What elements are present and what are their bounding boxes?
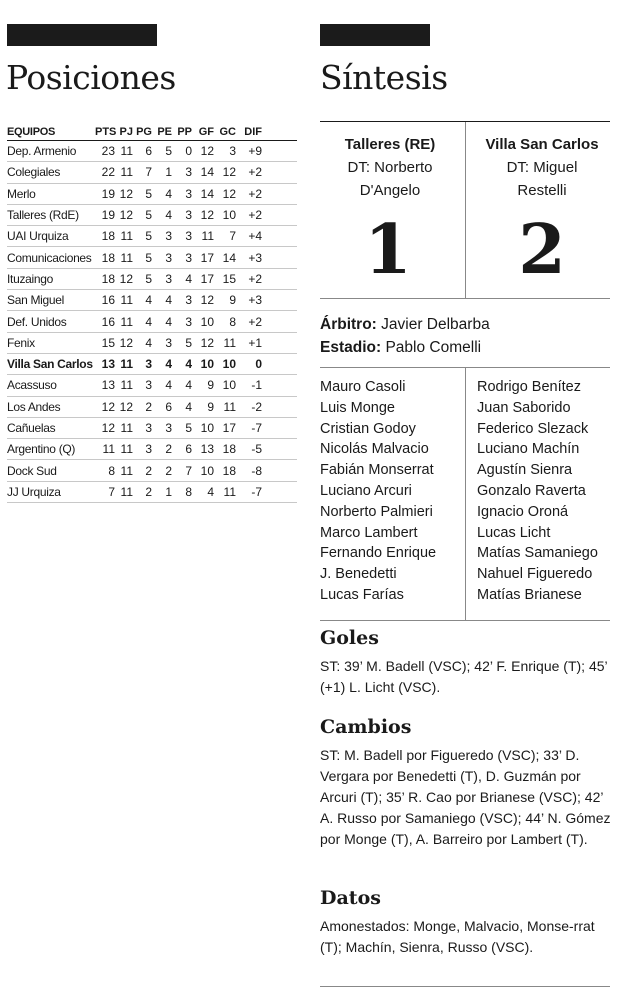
cell-team: Merlo [7, 186, 36, 201]
cell-pj: 11 [120, 378, 133, 393]
cell-pg: 3 [145, 442, 152, 457]
cell-pj: 12 [119, 335, 133, 350]
goals-text: ST: 39’ M. Badell (VSC); 42’ F. Enrique (T); 45’ (+1) L. Licht (VSC). [320, 658, 608, 695]
cell-team: Ituzaingo [7, 271, 54, 286]
cell-pe: 2 [165, 463, 172, 478]
cell-gf: 9 [207, 378, 214, 393]
away-player: Juan Saborido [477, 399, 571, 416]
cell-pp: 4 [185, 271, 192, 286]
col-header-dif: DIF [244, 126, 262, 138]
cell-gc: 8 [229, 314, 236, 329]
home-player: Luis Monge [320, 399, 395, 416]
away-player: Matías Samaniego [477, 545, 598, 562]
cell-pp: 3 [185, 186, 192, 201]
away-player: Lucas Licht [477, 524, 551, 541]
cell-pp: 7 [185, 463, 192, 478]
section-bar-synthesis [320, 24, 430, 46]
cell-pg: 4 [145, 314, 152, 329]
cell-dif: +2 [248, 271, 262, 286]
cell-gf: 12 [200, 144, 214, 159]
cell-pg: 6 [145, 144, 152, 159]
cell-pe: 2 [165, 442, 172, 457]
cell-pp: 6 [185, 442, 192, 457]
cell-gf: 12 [200, 293, 214, 308]
cell-team: Fenix [7, 335, 35, 350]
home-player: Norberto Palmieri [320, 503, 433, 520]
cell-dif: -5 [251, 442, 262, 457]
cell-team: Villa San Carlos [7, 357, 93, 372]
cell-dif: -2 [251, 399, 262, 414]
cell-dif: +9 [248, 144, 262, 159]
cell-pe: 3 [165, 271, 172, 286]
cell-gc: 12 [222, 165, 236, 180]
cell-team: Los Andes [7, 399, 61, 414]
cell-gf: 9 [207, 399, 214, 414]
cell-pts: 12 [101, 421, 115, 435]
table-row [7, 460, 297, 481]
away-player: Ignacio Oroná [477, 503, 569, 520]
home-player: Marco Lambert [320, 524, 418, 541]
cell-pe: 1 [165, 165, 172, 180]
cell-pts: 12 [101, 399, 115, 414]
cell-gc: 15 [222, 271, 236, 286]
home-player: Luciano Arcuri [320, 482, 412, 499]
cell-dif: +4 [248, 229, 262, 244]
cell-pj: 11 [120, 442, 133, 457]
officials [320, 313, 610, 359]
cell-pts: 16 [101, 314, 115, 329]
cell-dif: +3 [248, 293, 262, 308]
cell-pp: 5 [185, 335, 192, 350]
away-player: Gonzalo Raverta [477, 482, 586, 499]
table-row [7, 141, 297, 162]
cell-dif: -7 [251, 421, 262, 435]
home-player: Cristian Godoy [320, 420, 416, 437]
cell-team: Colegiales [7, 165, 61, 180]
cell-pe: 3 [165, 250, 172, 265]
cell-pg: 5 [145, 229, 152, 244]
cell-pj: 11 [120, 463, 133, 478]
home-team-block [320, 134, 460, 202]
rule-score-bottom [320, 298, 610, 299]
cell-team: JJ Urquiza [7, 484, 61, 499]
changes-title: Cambios [320, 716, 412, 738]
table-row [7, 184, 297, 205]
away-player: Agustín Sienra [477, 462, 573, 479]
col-header-pp: PP [177, 126, 192, 138]
home-player: Fernando Enrique [320, 545, 437, 562]
cell-pj: 11 [120, 293, 133, 308]
cell-pj: 12 [119, 399, 133, 414]
cell-gc: 11 [223, 484, 236, 499]
table-row [7, 418, 297, 439]
cell-pts: 23 [101, 144, 115, 159]
cell-gf: 10 [200, 314, 214, 329]
home-player: Mauro Casoli [320, 379, 406, 395]
stadium-name: Pablo Comelli [385, 339, 482, 356]
cell-pts: 19 [101, 208, 115, 223]
cell-pj: 12 [119, 186, 133, 201]
cell-pp: 3 [185, 293, 192, 308]
cell-gc: 14 [222, 250, 236, 265]
cell-pj: 11 [120, 484, 133, 499]
cell-pe: 5 [165, 144, 172, 159]
cell-gf: 14 [200, 165, 214, 180]
table-row [7, 205, 297, 226]
data-title: Datos [320, 887, 381, 909]
cell-dif: +2 [248, 208, 262, 223]
cell-team: Acassuso [7, 378, 57, 393]
cell-pts: 13 [101, 357, 115, 372]
section-bar-standings [7, 24, 157, 46]
home-player: Lucas Farías [320, 586, 404, 603]
cell-gf: 10 [200, 463, 214, 478]
standings-rows [7, 141, 297, 503]
away-player: Rodrigo Benítez [477, 379, 581, 395]
away-player: Luciano Machín [477, 441, 580, 458]
cell-pj: 12 [119, 271, 133, 286]
cell-gf: 17 [200, 250, 214, 265]
changes-text: ST: M. Badell por Figueredo (VSC); 33’ D. Vergara por Benedetti (T), D. Guzmán por Arcuri (T); 35’ R. Cao por Brianese (VSC); 42’ A. Russo por Samaniego (VSC); 44’ N. Gómez por Monge (T), A. Barreiro por Lambert (T). [320, 747, 611, 847]
referee-name: Javier Delbarba [381, 316, 490, 333]
cell-pts: 11 [102, 442, 115, 457]
cell-pg: 7 [145, 165, 152, 180]
away-coach-line1: DT: Miguel [506, 159, 578, 176]
table-row [7, 333, 297, 354]
cell-team: Dep. Armenio [7, 144, 77, 159]
cell-pp: 3 [185, 314, 192, 329]
cell-gc: 9 [229, 293, 236, 308]
cell-pg: 5 [145, 208, 152, 223]
away-player: Nahuel Figueredo [477, 566, 593, 583]
cell-gc: 10 [222, 357, 236, 372]
cell-pj: 12 [119, 208, 133, 223]
cell-pts: 13 [101, 378, 115, 393]
cell-gf: 17 [200, 271, 214, 286]
table-row [7, 397, 297, 418]
cell-gf: 13 [200, 442, 214, 457]
cell-team: Def. Unidos [7, 314, 67, 329]
cell-pg: 2 [145, 463, 152, 478]
cell-team: Argentino (Q) [7, 442, 76, 457]
table-row [7, 226, 297, 247]
home-team-name: Talleres (RE) [344, 136, 436, 153]
table-row [7, 375, 297, 396]
cell-dif: -8 [251, 463, 262, 478]
cell-team: UAI Urquiza [7, 229, 69, 244]
cell-pg: 5 [145, 271, 152, 286]
cell-team: Dock Sud [7, 463, 57, 478]
cell-gc: 17 [222, 421, 236, 435]
score-divider [465, 122, 466, 298]
cell-dif: +2 [248, 165, 262, 180]
referee-label: Árbitro: [320, 316, 377, 333]
cell-pts: 7 [108, 484, 115, 499]
cell-team: Comunicaciones [7, 250, 92, 265]
table-row [7, 269, 297, 290]
cell-gf: 12 [200, 335, 214, 350]
cell-pe: 4 [165, 378, 172, 393]
cell-pts: 18 [101, 250, 115, 265]
cell-pe: 3 [165, 229, 172, 244]
referee-line [320, 313, 610, 336]
cell-gf: 10 [200, 357, 214, 372]
cell-gc: 7 [229, 229, 236, 244]
cell-team: San Miguel [7, 293, 65, 308]
col-header-gf: GF [198, 126, 214, 138]
col-header-pe: PE [157, 126, 172, 138]
cell-pg: 4 [145, 335, 152, 350]
cell-team: Cañuelas [7, 421, 56, 435]
cell-dif: +3 [248, 250, 262, 265]
cell-gc: 10 [222, 208, 236, 223]
away-score: 2 [518, 210, 566, 290]
cell-pj: 11 [120, 357, 133, 372]
cell-pp: 3 [185, 165, 192, 180]
cell-pj: 11 [120, 421, 133, 435]
cell-gc: 18 [222, 442, 236, 457]
cell-pe: 4 [165, 293, 172, 308]
rule-lineups-bottom [320, 620, 610, 621]
cell-pp: 5 [185, 421, 192, 435]
standings-table [7, 124, 297, 503]
cell-pts: 18 [101, 229, 115, 244]
cell-pe: 4 [165, 314, 172, 329]
cell-gf: 14 [200, 186, 214, 201]
cell-dif: 0 [255, 357, 262, 372]
cell-pp: 3 [185, 208, 192, 223]
cell-gf: 10 [200, 421, 214, 435]
cell-pe: 1 [165, 484, 172, 499]
cell-gc: 10 [222, 378, 236, 393]
cell-pg: 5 [145, 250, 152, 265]
cell-pts: 18 [101, 271, 115, 286]
table-row [7, 482, 297, 503]
cell-pp: 4 [185, 357, 192, 372]
cell-pp: 4 [185, 399, 192, 414]
cell-pe: 3 [165, 335, 172, 350]
data-text: Amonestados: Monge, Malvacio, Monse-rrat (T); Machín, Sienra, Russo (VSC). [320, 918, 595, 955]
cell-gf: 11 [201, 229, 214, 244]
table-row [7, 290, 297, 311]
standings-header-row [7, 124, 297, 141]
home-lineup [320, 377, 470, 606]
cell-dif: +2 [248, 314, 262, 329]
cell-gc: 11 [223, 399, 236, 414]
table-row [7, 162, 297, 183]
col-header-pts: PTS [95, 126, 117, 138]
col-header-gc: GC [219, 126, 236, 138]
cell-pp: 0 [185, 144, 192, 159]
cell-pj: 11 [120, 229, 133, 244]
col-header-pg: PG [136, 126, 152, 138]
cell-pe: 4 [165, 357, 172, 372]
col-header-team: EQUIPOS [7, 126, 56, 138]
away-team-name: Villa San Carlos [485, 136, 599, 153]
away-player: Federico Slezack [477, 420, 589, 437]
home-coach-line1: DT: Norberto [347, 159, 433, 176]
cell-pp: 3 [185, 229, 192, 244]
cell-gc: 3 [229, 144, 236, 159]
cell-pe: 3 [165, 421, 172, 435]
away-coach-line2: Restelli [517, 182, 567, 199]
away-lineup [477, 377, 627, 606]
cell-gc: 11 [223, 335, 236, 350]
cell-pp: 3 [185, 250, 192, 265]
cell-pts: 22 [101, 165, 115, 180]
cell-pg: 5 [145, 186, 152, 201]
cell-pj: 11 [120, 165, 133, 180]
cell-gc: 18 [222, 463, 236, 478]
home-player: Fabián Monserrat [320, 462, 434, 479]
cell-pe: 4 [165, 186, 172, 201]
cell-pts: 19 [101, 186, 115, 201]
home-coach-line2: D'Angelo [359, 182, 421, 199]
home-score: 1 [364, 210, 412, 290]
cell-pp: 4 [185, 378, 192, 393]
cell-pe: 6 [165, 399, 172, 414]
cell-pp: 8 [185, 484, 192, 499]
cell-pg: 2 [145, 399, 152, 414]
cell-dif: +2 [248, 186, 262, 201]
standings-title: Posiciones [6, 58, 176, 97]
goals-title: Goles [320, 627, 379, 649]
cell-gc: 12 [222, 186, 236, 201]
cell-pj: 11 [120, 250, 133, 265]
table-row [7, 439, 297, 460]
table-row [7, 247, 297, 268]
rule-bottom [320, 986, 610, 987]
cell-pg: 3 [145, 378, 152, 393]
cell-dif: -7 [251, 484, 262, 499]
cell-pg: 4 [145, 293, 152, 308]
cell-dif: -1 [251, 378, 262, 393]
stadium-label: Estadio: [320, 339, 382, 356]
table-row [7, 354, 297, 375]
table-row [7, 311, 297, 332]
away-player: Matías Brianese [477, 586, 582, 603]
cell-pj: 11 [120, 144, 133, 159]
cell-gf: 12 [200, 208, 214, 223]
cell-pe: 4 [165, 208, 172, 223]
cell-dif: +1 [248, 335, 262, 350]
home-player: J. Benedetti [320, 566, 397, 583]
col-header-pj: PJ [119, 126, 133, 138]
cell-pg: 2 [145, 484, 152, 499]
cell-gf: 4 [207, 484, 214, 499]
stadium-line [320, 336, 610, 359]
cell-pg: 3 [145, 421, 152, 435]
away-team-block [472, 134, 612, 202]
synthesis-title: Síntesis [320, 58, 448, 97]
home-player: Nicolás Malvacio [320, 441, 429, 458]
cell-pg: 3 [145, 357, 152, 372]
cell-pj: 11 [120, 314, 133, 329]
cell-team: Talleres (RdE) [7, 208, 79, 223]
cell-pts: 15 [101, 335, 115, 350]
cell-pts: 8 [108, 463, 115, 478]
cell-pts: 16 [101, 293, 115, 308]
